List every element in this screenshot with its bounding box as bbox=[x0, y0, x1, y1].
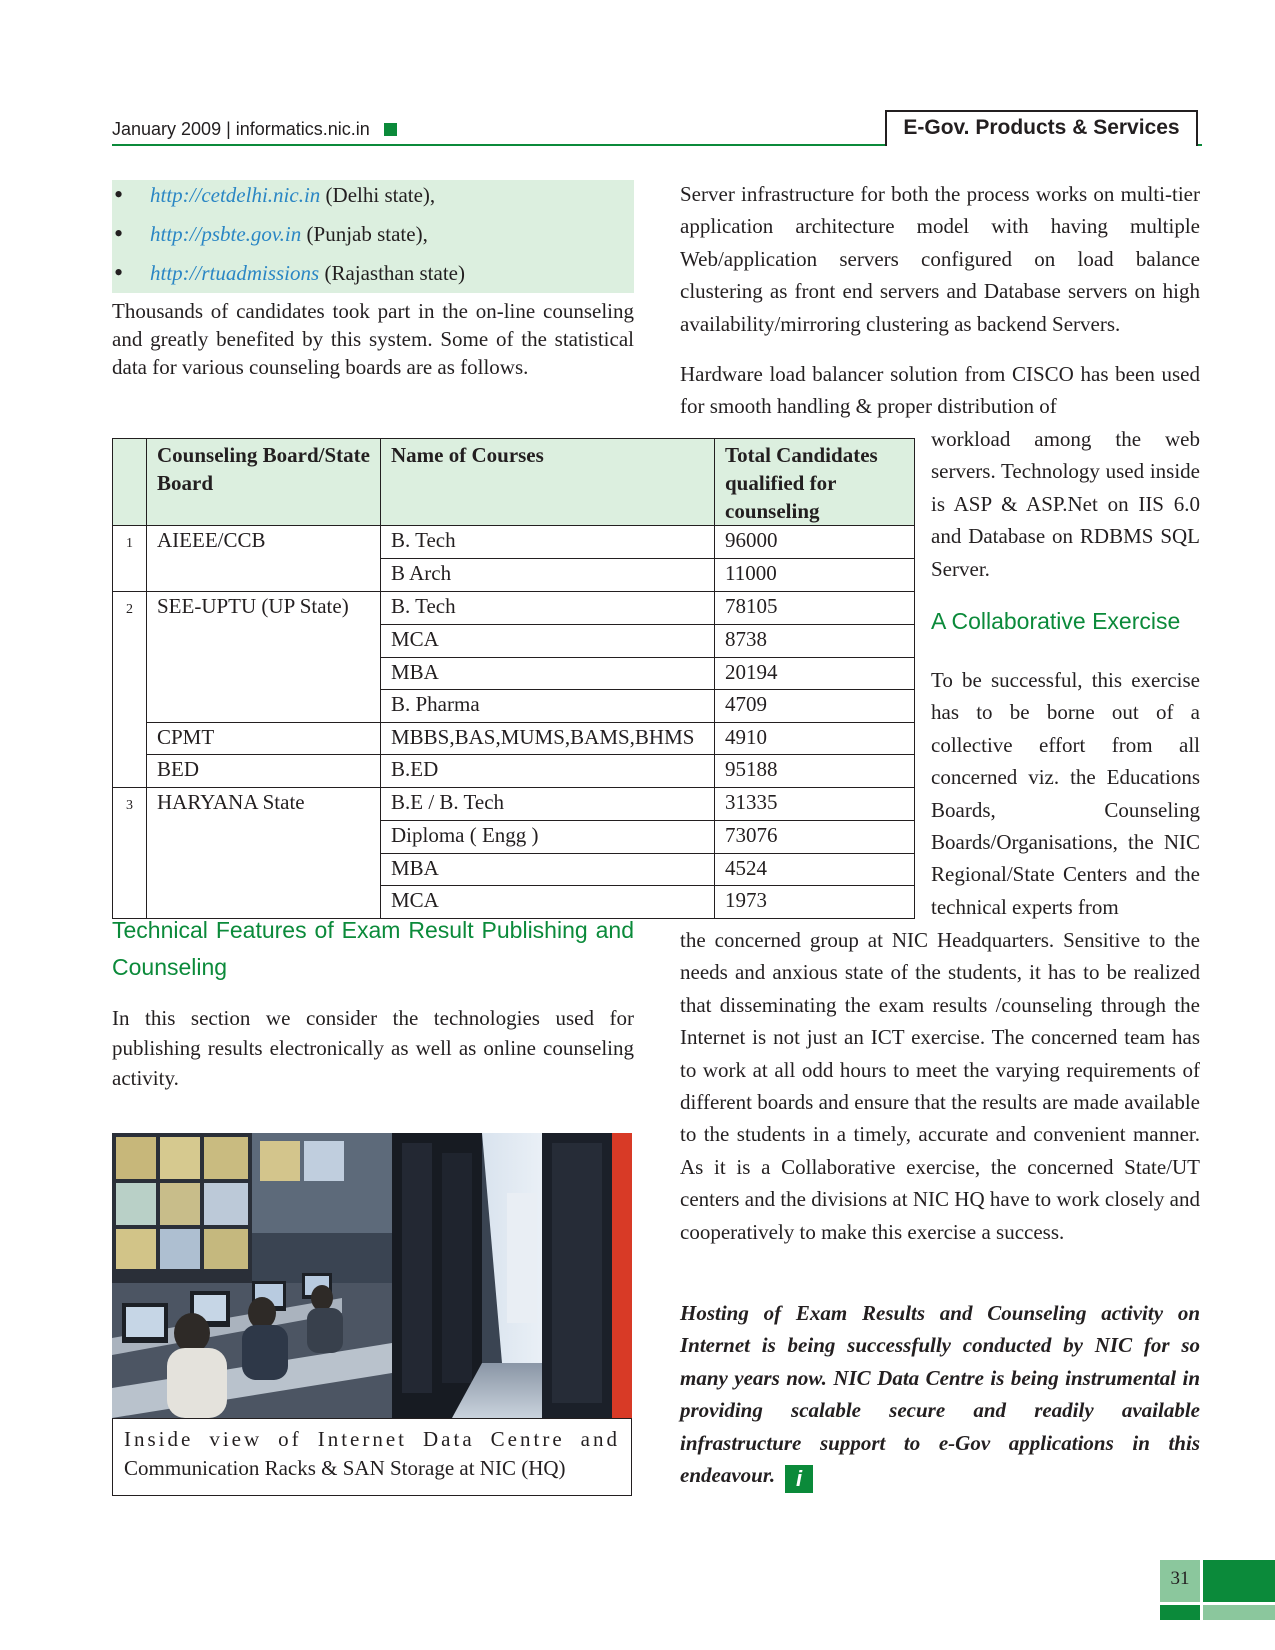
link-psbte[interactable]: http://psbte.gov.in bbox=[150, 222, 302, 246]
list-item bbox=[112, 258, 634, 297]
row-course: MCA bbox=[381, 886, 715, 919]
row-board: AIEEE/CCB bbox=[147, 526, 381, 559]
table-row bbox=[113, 722, 915, 755]
row-course: B.ED bbox=[381, 755, 715, 788]
page-decor-box bbox=[1203, 1560, 1275, 1602]
row-num: 1 bbox=[113, 526, 147, 559]
row-num: 3 bbox=[113, 788, 147, 821]
row-board bbox=[147, 657, 381, 690]
row-total: 1973 bbox=[715, 886, 915, 919]
page-number: 31 bbox=[1170, 1568, 1190, 1589]
table-row bbox=[113, 625, 915, 658]
load-balancer-paragraph: Hardware load balancer solution from CISCO has been used for smooth handling & proper distribution of bbox=[680, 362, 1200, 419]
row-board: BED bbox=[147, 755, 381, 788]
row-total: 11000 bbox=[715, 559, 915, 592]
row-course: MBA bbox=[381, 657, 715, 690]
row-total: 8738 bbox=[715, 625, 915, 658]
row-board bbox=[147, 625, 381, 658]
header-issue-text: January 2009 | informatics.nic.in bbox=[112, 119, 370, 139]
row-num bbox=[113, 722, 147, 755]
row-board bbox=[147, 853, 381, 886]
row-course: B. Tech bbox=[381, 526, 715, 559]
info-badge-icon: i bbox=[785, 1465, 813, 1493]
table-row bbox=[113, 526, 915, 559]
closing-statement bbox=[680, 1297, 1200, 1493]
list-item bbox=[112, 180, 634, 219]
row-board bbox=[147, 690, 381, 723]
row-total: 4709 bbox=[715, 690, 915, 723]
load-balancer-paragraph-continued: workload among the web servers. Technology used inside is ASP & ASP.Net on IIS 6.0 and Database on RDBMS SQL Server. bbox=[931, 427, 1200, 581]
row-total: 4910 bbox=[715, 722, 915, 755]
data-centre-illustration bbox=[112, 1133, 632, 1418]
collaborative-heading: A Collaborative Exercise bbox=[931, 608, 1181, 634]
header-total: Total Candidates qualified for counseling bbox=[715, 439, 915, 526]
row-total: 95188 bbox=[715, 755, 915, 788]
table-row bbox=[113, 788, 915, 821]
row-num bbox=[113, 559, 147, 592]
row-course: Diploma ( Engg ) bbox=[381, 821, 715, 854]
section-title: E-Gov. Products & Services bbox=[885, 110, 1198, 146]
links-box bbox=[112, 180, 634, 293]
row-num bbox=[113, 853, 147, 886]
photo-caption bbox=[112, 1418, 632, 1496]
row-course: B Arch bbox=[381, 559, 715, 592]
row-num bbox=[113, 755, 147, 788]
row-board: CPMT bbox=[147, 722, 381, 755]
caption-line-2: Communication Racks & SAN Storage at NIC (HQ) bbox=[124, 1456, 566, 1480]
collaborative-paragraph-continued: the concerned group at NIC Headquarters. Sensitive to the needs and anxious state of the students, it has to be realized that disseminating the exam results /counseling through the Internet is not just an ICT exercise. The concerned team has to work at all odd hours to meet the varying requirements of different boards and ensure that the results are made available to the students in a timely, accurate and convenient manner. As it is a Collaborative exercise, the concerned State/UT centers and the divisions at NIC HQ have to work closely and cooperatively to make this exercise a success. bbox=[680, 928, 1200, 1244]
header-square-icon bbox=[384, 123, 397, 136]
table-row bbox=[113, 592, 915, 625]
link-state: (Rajasthan state) bbox=[319, 261, 465, 285]
page-decor-box bbox=[1160, 1605, 1200, 1620]
list-item bbox=[112, 219, 634, 258]
row-course: B. Tech bbox=[381, 592, 715, 625]
header-courses: Name of Courses bbox=[381, 439, 715, 526]
row-course: MBA bbox=[381, 853, 715, 886]
row-num bbox=[113, 625, 147, 658]
table-row bbox=[113, 821, 915, 854]
row-num bbox=[113, 821, 147, 854]
row-board bbox=[147, 821, 381, 854]
server-infrastructure-paragraph: Server infrastructure for both the process works on multi-tier application architecture model with having multiple Web/application servers configured on load balance clustering as front end servers and Database servers on high availability/mirroring clustering as backend Servers. bbox=[680, 182, 1200, 336]
tech-paragraph: In this section we consider the technologies used for publishing results electronically as well as online counseling activity. bbox=[112, 1006, 634, 1090]
table-row bbox=[113, 559, 915, 592]
header-issue bbox=[112, 119, 397, 140]
page-decor-box bbox=[1203, 1605, 1275, 1620]
data-centre-photo bbox=[112, 1133, 632, 1418]
row-course: MCA bbox=[381, 625, 715, 658]
tech-heading: Technical Features of Exam Result Publishing and Counseling bbox=[112, 917, 634, 980]
link-state: (Punjab state), bbox=[301, 222, 428, 246]
row-num bbox=[113, 657, 147, 690]
closing-text: Hosting of Exam Results and Counseling activity on Internet is being successfully conducted by NIC for so many years now. NIC Data Centre is being instrumental in providing scalable secure and readily available infrastructure support to e-Gov applications in this endeavour. bbox=[680, 1301, 1200, 1488]
row-total: 4524 bbox=[715, 853, 915, 886]
header-board: Counseling Board/State Board bbox=[147, 439, 381, 526]
row-course: MBBS,BAS,MUMS,BAMS,BHMS bbox=[381, 722, 715, 755]
caption-line-1: Inside view of Internet Data Centre and bbox=[124, 1427, 620, 1451]
link-rtuadmissions[interactable]: http://rtuadmissions bbox=[150, 261, 320, 285]
row-board bbox=[147, 559, 381, 592]
row-total: 31335 bbox=[715, 788, 915, 821]
row-num bbox=[113, 690, 147, 723]
row-total: 96000 bbox=[715, 526, 915, 559]
link-cetdelhi[interactable]: http://cetdelhi.nic.in bbox=[150, 183, 321, 207]
header-num bbox=[113, 439, 147, 526]
link-state: (Delhi state), bbox=[320, 183, 436, 207]
row-course: B.E / B. Tech bbox=[381, 788, 715, 821]
collaborative-paragraph: To be successful, this exercise has to be borne out of a collective effort from all concerned viz. the Educations Boards, Counseling Boards/Organisations, the NIC Regional/State Centers and the technical experts from bbox=[931, 668, 1200, 919]
table-row bbox=[113, 657, 915, 690]
table-row bbox=[113, 853, 915, 886]
table-row bbox=[113, 755, 915, 788]
row-num: 2 bbox=[113, 592, 147, 625]
row-total: 73076 bbox=[715, 821, 915, 854]
row-board: HARYANA State bbox=[147, 788, 381, 821]
row-board: SEE-UPTU (UP State) bbox=[147, 592, 381, 625]
counseling-stats-table bbox=[112, 438, 915, 919]
table-header-row bbox=[113, 439, 915, 526]
row-total: 78105 bbox=[715, 592, 915, 625]
row-course: B. Pharma bbox=[381, 690, 715, 723]
intro-paragraph: Thousands of candidates took part in the on-line counseling and greatly benefited by this system. Some of the statistical data for various counseling boards are as follows. bbox=[112, 299, 634, 379]
row-total: 20194 bbox=[715, 657, 915, 690]
table-row bbox=[113, 690, 915, 723]
